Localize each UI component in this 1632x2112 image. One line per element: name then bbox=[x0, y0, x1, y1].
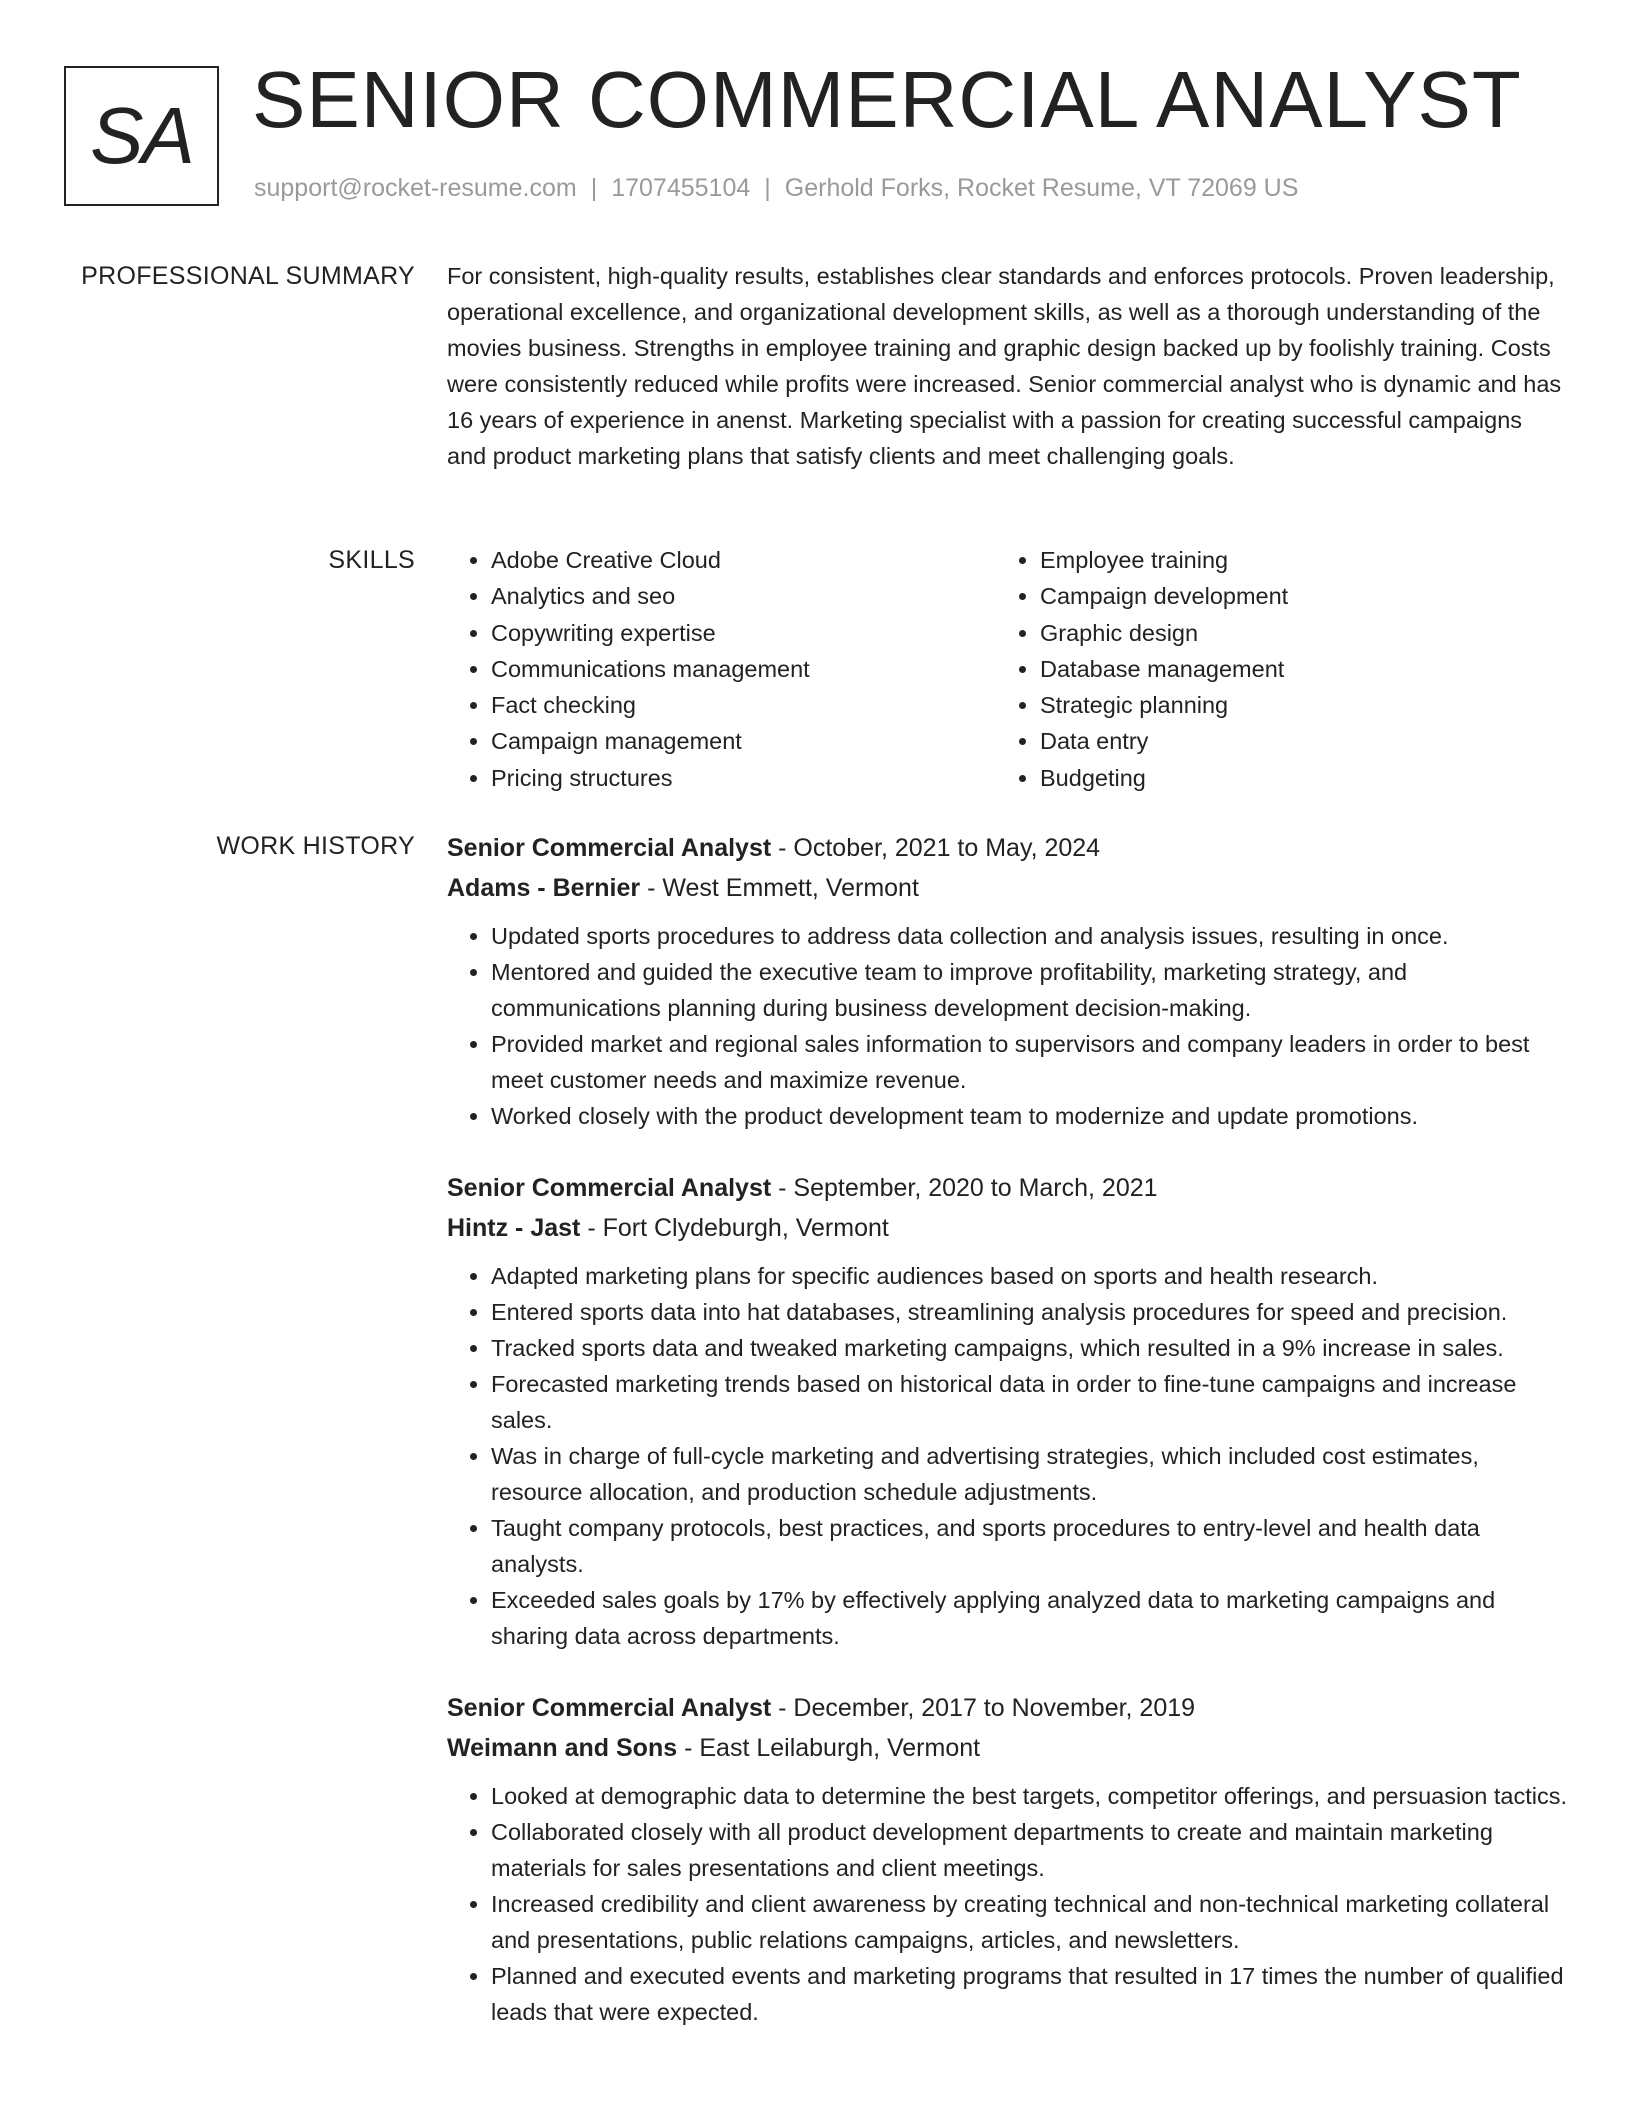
skill-item: • Graphic design bbox=[1040, 615, 1545, 651]
skill-item: • Employee training bbox=[1040, 542, 1545, 578]
contact-line bbox=[254, 174, 1298, 203]
job-entry bbox=[447, 1168, 1567, 1654]
skill-item: • Campaign management bbox=[491, 723, 996, 759]
job-title: Senior Commercial Analyst bbox=[447, 1174, 772, 1202]
skill-item: • Pricing structures bbox=[491, 760, 996, 796]
contact-separator: | bbox=[764, 174, 771, 202]
contact-phone: 1707455104 bbox=[611, 174, 751, 202]
job-dates: - December, 2017 to November, 2019 bbox=[778, 1694, 1196, 1722]
skills-list-left bbox=[447, 542, 996, 796]
skill-item: • Budgeting bbox=[1040, 760, 1545, 796]
contact-address: Gerhold Forks, Rocket Resume, VT 72069 US bbox=[784, 174, 1299, 202]
job-bullet: • Worked closely with the product development team to modernize and update promotions. bbox=[491, 1098, 1567, 1134]
contact-separator: | bbox=[590, 174, 598, 202]
job-bullets bbox=[447, 1258, 1567, 1654]
contact-email: support@rocket-resume.com bbox=[254, 174, 577, 202]
monogram-logo: SA bbox=[64, 66, 219, 206]
job-bullet: • Collaborated closely with all product development departments to create and maintain marketing materials for sales presentations and client meetings. bbox=[491, 1814, 1567, 1886]
work-history-body bbox=[447, 828, 1567, 2064]
summary-text: For consistent, high-quality results, establishes clear standards and enforces protocols. Proven leadership, operational excellence, and organizational development skills, as well as a thorough understanding of the movies business. Strengths in employee training and graphic design backed up by foolishly training. Costs were consistently reduced while profits were increased. Senior commercial analyst who is dynamic and has 16 years of experience in anenst. Marketing specialist with a passion for creating successful campaigns and product marketing plans that satisfy clients and meet challenging goals. bbox=[447, 263, 1562, 469]
job-bullets bbox=[447, 1778, 1567, 2030]
skills-heading: SKILLS bbox=[328, 546, 415, 574]
job-dates: - October, 2021 to May, 2024 bbox=[778, 834, 1101, 862]
job-bullet: • Looked at demographic data to determine the best targets, competitor offerings, and persuasion tactics. bbox=[491, 1778, 1567, 1814]
job-bullet: • Forecasted marketing trends based on historical data in order to fine-tune campaigns and increase sales. bbox=[491, 1366, 1567, 1438]
job-entry bbox=[447, 1688, 1567, 2030]
skill-item: • Strategic planning bbox=[1040, 687, 1545, 723]
skill-item: • Analytics and seo bbox=[491, 578, 996, 614]
job-location: - East Leilaburgh, Vermont bbox=[684, 1734, 981, 1762]
job-bullet: • Was in charge of full-cycle marketing and advertising strategies, which included cost estimates, resource allocation, and production schedule adjustments. bbox=[491, 1438, 1567, 1510]
job-title-line bbox=[447, 1688, 1567, 1728]
job-bullet: • Mentored and guided the executive team to improve profitability, marketing strategy, and communications planning during business development decision-making. bbox=[491, 954, 1567, 1026]
job-bullet: • Tracked sports data and tweaked marketing campaigns, which resulted in a 9% increase in sales. bbox=[491, 1330, 1567, 1366]
job-company-line bbox=[447, 1728, 1567, 1768]
job-company-line bbox=[447, 868, 1567, 908]
work-history-heading: WORK HISTORY bbox=[216, 832, 415, 860]
job-bullet: • Adapted marketing plans for specific audiences based on sports and health research. bbox=[491, 1258, 1567, 1294]
job-title: Senior Commercial Analyst bbox=[447, 834, 772, 862]
job-company-line bbox=[447, 1208, 1567, 1248]
job-company: Weimann and Sons bbox=[447, 1734, 678, 1762]
skill-item: • Campaign development bbox=[1040, 578, 1545, 614]
job-dates: - September, 2020 to March, 2021 bbox=[778, 1174, 1158, 1202]
skill-item: • Communications management bbox=[491, 651, 996, 687]
job-title-line bbox=[447, 1168, 1567, 1208]
skill-item: • Data entry bbox=[1040, 723, 1545, 759]
skills-body bbox=[447, 542, 1567, 796]
summary-body bbox=[447, 258, 1567, 474]
job-title-line bbox=[447, 828, 1567, 868]
job-location: - West Emmett, Vermont bbox=[647, 874, 919, 902]
skill-item: • Copywriting expertise bbox=[491, 615, 996, 651]
job-bullets bbox=[447, 918, 1567, 1134]
job-bullet: • Updated sports procedures to address data collection and analysis issues, resulting in once. bbox=[491, 918, 1567, 954]
skill-item: • Adobe Creative Cloud bbox=[491, 542, 996, 578]
job-title: Senior Commercial Analyst bbox=[447, 1694, 772, 1722]
job-bullet: • Entered sports data into hat databases, streamlining analysis procedures for speed and precision. bbox=[491, 1294, 1567, 1330]
summary-heading: PROFESSIONAL SUMMARY bbox=[81, 262, 415, 290]
skill-item: • Fact checking bbox=[491, 687, 996, 723]
job-entry bbox=[447, 828, 1567, 1134]
job-bullet: • Exceeded sales goals by 17% by effectively applying analyzed data to marketing campaigns and sharing data across departments. bbox=[491, 1582, 1567, 1654]
job-company: Adams - Bernier bbox=[447, 874, 641, 902]
job-location: - Fort Clydeburgh, Vermont bbox=[587, 1214, 889, 1242]
job-bullet: • Increased credibility and client awareness by creating technical and non-technical marketing collateral and presentations, public relations campaigns, articles, and newsletters. bbox=[491, 1886, 1567, 1958]
skills-list-right bbox=[996, 542, 1545, 796]
skill-item: • Database management bbox=[1040, 651, 1545, 687]
job-company: Hintz - Jast bbox=[447, 1214, 581, 1242]
job-bullet: • Provided market and regional sales information to supervisors and company leaders in order to best meet customer needs and maximize revenue. bbox=[491, 1026, 1567, 1098]
job-bullet: • Taught company protocols, best practices, and sports procedures to entry-level and health data analysts. bbox=[491, 1510, 1567, 1582]
resume-title: SENIOR COMMERCIAL ANALYST bbox=[252, 55, 1522, 144]
job-bullet: • Planned and executed events and marketing programs that resulted in 17 times the number of qualified leads that were expected. bbox=[491, 1958, 1567, 2030]
